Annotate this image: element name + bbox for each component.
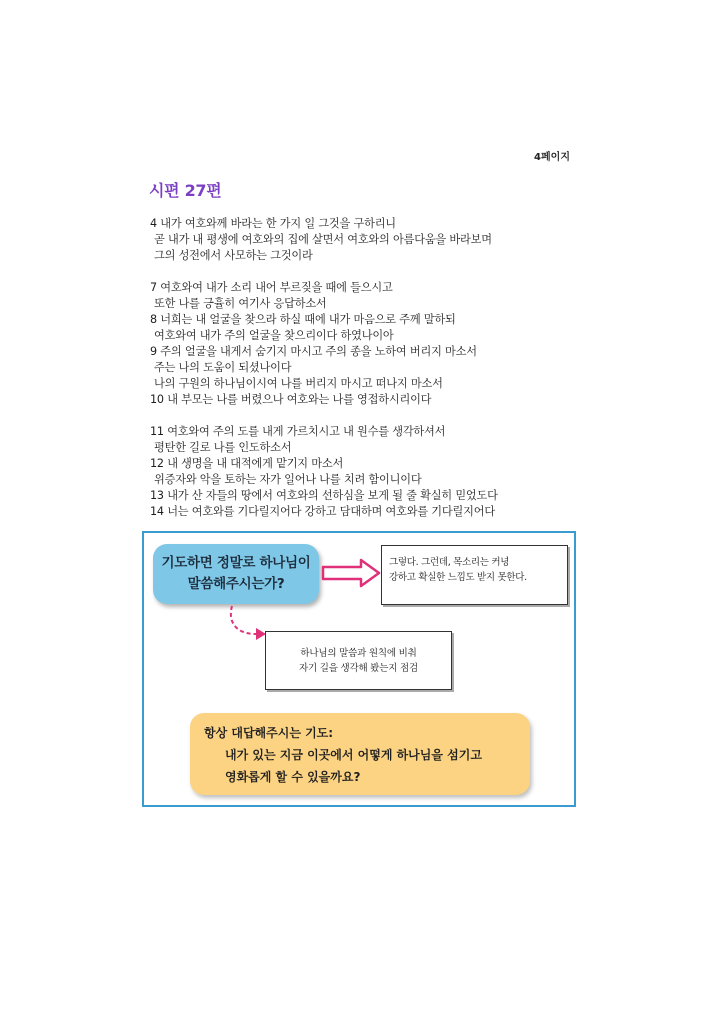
verse-line: 평탄한 길로 나를 인도하소서 bbox=[154, 441, 292, 454]
verse-line: 또한 나를 긍휼히 여기사 응답하소서 bbox=[154, 297, 327, 310]
check-line: 하나님의 말씀과 원칙에 비춰 bbox=[300, 647, 417, 659]
answer-line: 강하고 확실한 느낌도 받지 못한다. bbox=[389, 572, 527, 583]
verse-line: 7 여호와여 내가 소리 내어 부르짖을 때에 들으시고 bbox=[150, 281, 393, 294]
verse-line: 10 내 부모는 나를 버렸으나 여호와는 나를 영접하시리이다 bbox=[150, 393, 432, 406]
prayer-line: 내가 있는 지금 이곳에서 어떻게 하나님을 섬기고 bbox=[225, 748, 482, 762]
check-line: 자기 길을 생각해 봤는지 점검 bbox=[298, 662, 418, 674]
question-line: 말씀해주시는가? bbox=[187, 576, 285, 592]
scripture-text bbox=[150, 216, 570, 520]
verse-line: 주는 나의 도움이 되셨나이다 bbox=[154, 361, 292, 374]
verse-line: 9 주의 얼굴을 내게서 숨기지 마시고 주의 종을 노하여 버리지 마소서 bbox=[150, 345, 477, 358]
paragraph-gap bbox=[150, 264, 570, 280]
verse-line: 그의 성전에서 사모하는 그것이라 bbox=[154, 249, 313, 262]
reflection-diagram bbox=[142, 531, 576, 807]
curved-arrow-icon bbox=[224, 604, 268, 644]
check-box bbox=[265, 631, 452, 690]
question-bubble bbox=[153, 544, 319, 604]
question-line: 기도하면 정말로 하나님이 bbox=[161, 555, 311, 571]
page-number: 4페이지 bbox=[534, 152, 570, 163]
answer-box bbox=[381, 545, 568, 605]
verse-line: 8 너희는 내 얼굴을 찾으라 하실 때에 내가 마음으로 주께 말하되 bbox=[150, 313, 456, 326]
verse-line: 13 내가 산 자들의 땅에서 여호와의 선하심을 보게 될 줄 확실히 믿었도다 bbox=[150, 489, 498, 502]
verse-line: 14 너는 여호와를 기다릴지어다 강하고 담대하며 여호와를 기다릴지어다 bbox=[150, 505, 495, 518]
verse-line: 4 내가 여호와께 바라는 한 가지 일 그것을 구하리니 bbox=[150, 217, 396, 230]
psalm-title: 시편 27편 bbox=[149, 181, 222, 200]
verse-line: 여호와여 내가 주의 얼굴을 찾으리이다 하였나이아 bbox=[154, 329, 394, 342]
verse-line: 나의 구원의 하나님이시여 나를 버리지 마시고 떠나지 마소서 bbox=[154, 377, 443, 390]
verse-line: 위증자와 악을 토하는 자가 일어나 나를 치려 함이니이다 bbox=[154, 473, 422, 486]
paragraph-gap bbox=[150, 408, 570, 424]
prayer-box bbox=[190, 713, 530, 795]
verse-line: 11 여호와여 주의 도를 내게 가르치시고 내 원수를 생각하셔서 bbox=[150, 425, 446, 438]
prayer-line: 영화롭게 할 수 있을까요? bbox=[225, 770, 361, 784]
prayer-heading: 항상 대답해주시는 기도: bbox=[204, 726, 334, 740]
verse-line: 12 내 생명을 내 대적에게 맡기지 마소서 bbox=[150, 457, 344, 470]
verse-line: 곧 내가 내 평생에 여호와의 집에 살면서 여호와의 아름다움을 바라보며 bbox=[154, 233, 492, 246]
arrow-right-icon bbox=[321, 558, 383, 588]
answer-line: 그렇다. 그런데, 목소리는 커녕 bbox=[389, 557, 510, 568]
